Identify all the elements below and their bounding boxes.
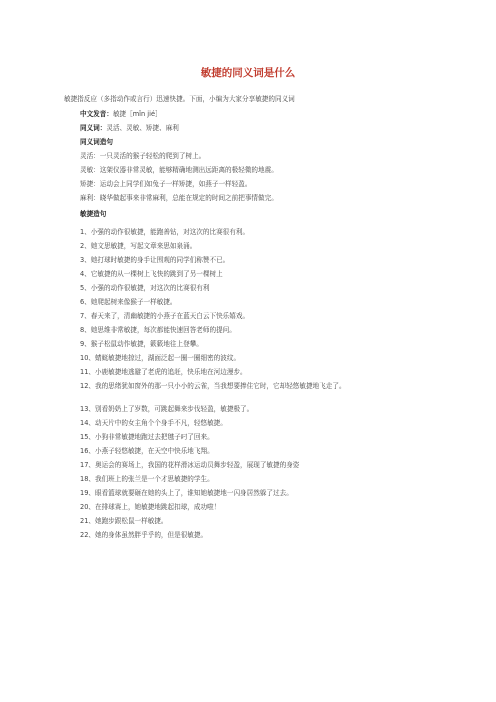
list-item: 6、她爬起树来像猴子一样敏捷。 (80, 298, 177, 306)
synonym-sentence: 灵活：一只灵活的猴子轻松的爬到了树上。 (80, 152, 206, 160)
list-item: 1、小强的动作很敏捷，能跑善钻，对这次的比赛很有利。 (80, 228, 250, 236)
list-item: 4、它敏捷的从一棵树上飞快的跳到了另一棵树上 (80, 270, 223, 278)
list-item: 16、小燕子轻悠敏捷，在天空中快乐地飞翔。 (80, 447, 214, 455)
list-item: 17、奥运会的赛场上，我国的花样滑冰运动员舞步轻盈，展现了敏捷的身姿 (80, 461, 300, 469)
pronunciation-line (80, 110, 440, 119)
list-item: 20、在排球赛上，她敏捷地跳起扣球，成功啦！ (80, 503, 221, 511)
list-item: 3、她打球时敏捷的身手让围观的同学们称赞不已。 (80, 256, 230, 264)
list-item: 18、我们班上的张兰是一个才思敏捷的学生。 (80, 475, 214, 483)
sentence-list (64, 228, 438, 545)
list-item: 11、小鹿敏捷地逃避了老虎的追赶，快乐地在河边漫步。 (80, 368, 247, 376)
synonyms-label: 同义词： (80, 124, 107, 132)
list-item: 5、小强的动作很敏捷，对这次的比赛很有利 (80, 284, 210, 292)
synonym-sentence: 灵敏：这架仪器非常灵敏，能够精确地测出远距离的极轻微的地震。 (80, 166, 278, 174)
list-item: 13、别看奶奶上了岁数，可跳起舞来步伐轻盈，敏捷极了。 (80, 405, 254, 413)
list-item: 9、猴子松鼠动作敏捷，簌簌地往上登攀。 (80, 340, 203, 348)
pronunciation-label: 中文发音： (80, 110, 113, 118)
pronunciation-value: 敏捷［mǐn jié］ (112, 110, 162, 118)
synonym-sentence: 矫捷：运动会上同学们如兔子一样矫捷，如燕子一样轻盈。 (80, 180, 252, 188)
document-title: 敏捷的同义词是什么 (200, 67, 296, 79)
synonym-sentences-heading: 同义词造句 (80, 138, 113, 146)
synonym-sentence: 麻利：晓华做起事来非常麻利，总能在规定的时间之前把事情做完。 (80, 194, 278, 202)
sentences-heading: 敏捷造句 (80, 210, 107, 218)
list-item: 10、蜻蜓敏捷地掠过，湖面泛起一圈一圈细密的波纹。 (80, 354, 241, 362)
synonyms-line (80, 124, 440, 133)
list-item: 22、她的身体虽然胖乎乎的，但是很敏捷。 (80, 531, 208, 539)
list-item: 8、她思维非常敏捷，每次都能快速回答老师的提问。 (80, 326, 236, 334)
list-item: 19、眼看篮球就要砸在她的头上了，谁知她敏捷地一闪身居然躲了过去。 (80, 489, 293, 497)
list-item: 2、她文思敏捷，写起文章来思如泉涌。 (80, 242, 197, 250)
list-item: 7、春天来了，清幽敏捷的小燕子在蓝天白云下快乐嬉戏。 (80, 312, 250, 320)
synonyms-value: 灵活、灵敏、矫捷、麻利 (106, 124, 179, 132)
list-item: 14、动天片中的女主角个个身手不凡，轻悠敏捷。 (80, 419, 227, 427)
list-item: 12、我的思绪犹如窗外的那一只小小的云雀，当我想要捧住它时，它却轻悠敏捷地飞走了。 (80, 382, 346, 390)
list-item: 15、小狗非常敏捷地跑过去把毽子叼了回来。 (80, 433, 214, 441)
list-item: 21、她跑步跟松鼠一样敏捷。 (80, 517, 168, 525)
intro-paragraph: 敏捷指反应（多指动作或言行）迅速快捷。下面，小编为大家分享敏捷的同义词 (64, 95, 295, 103)
